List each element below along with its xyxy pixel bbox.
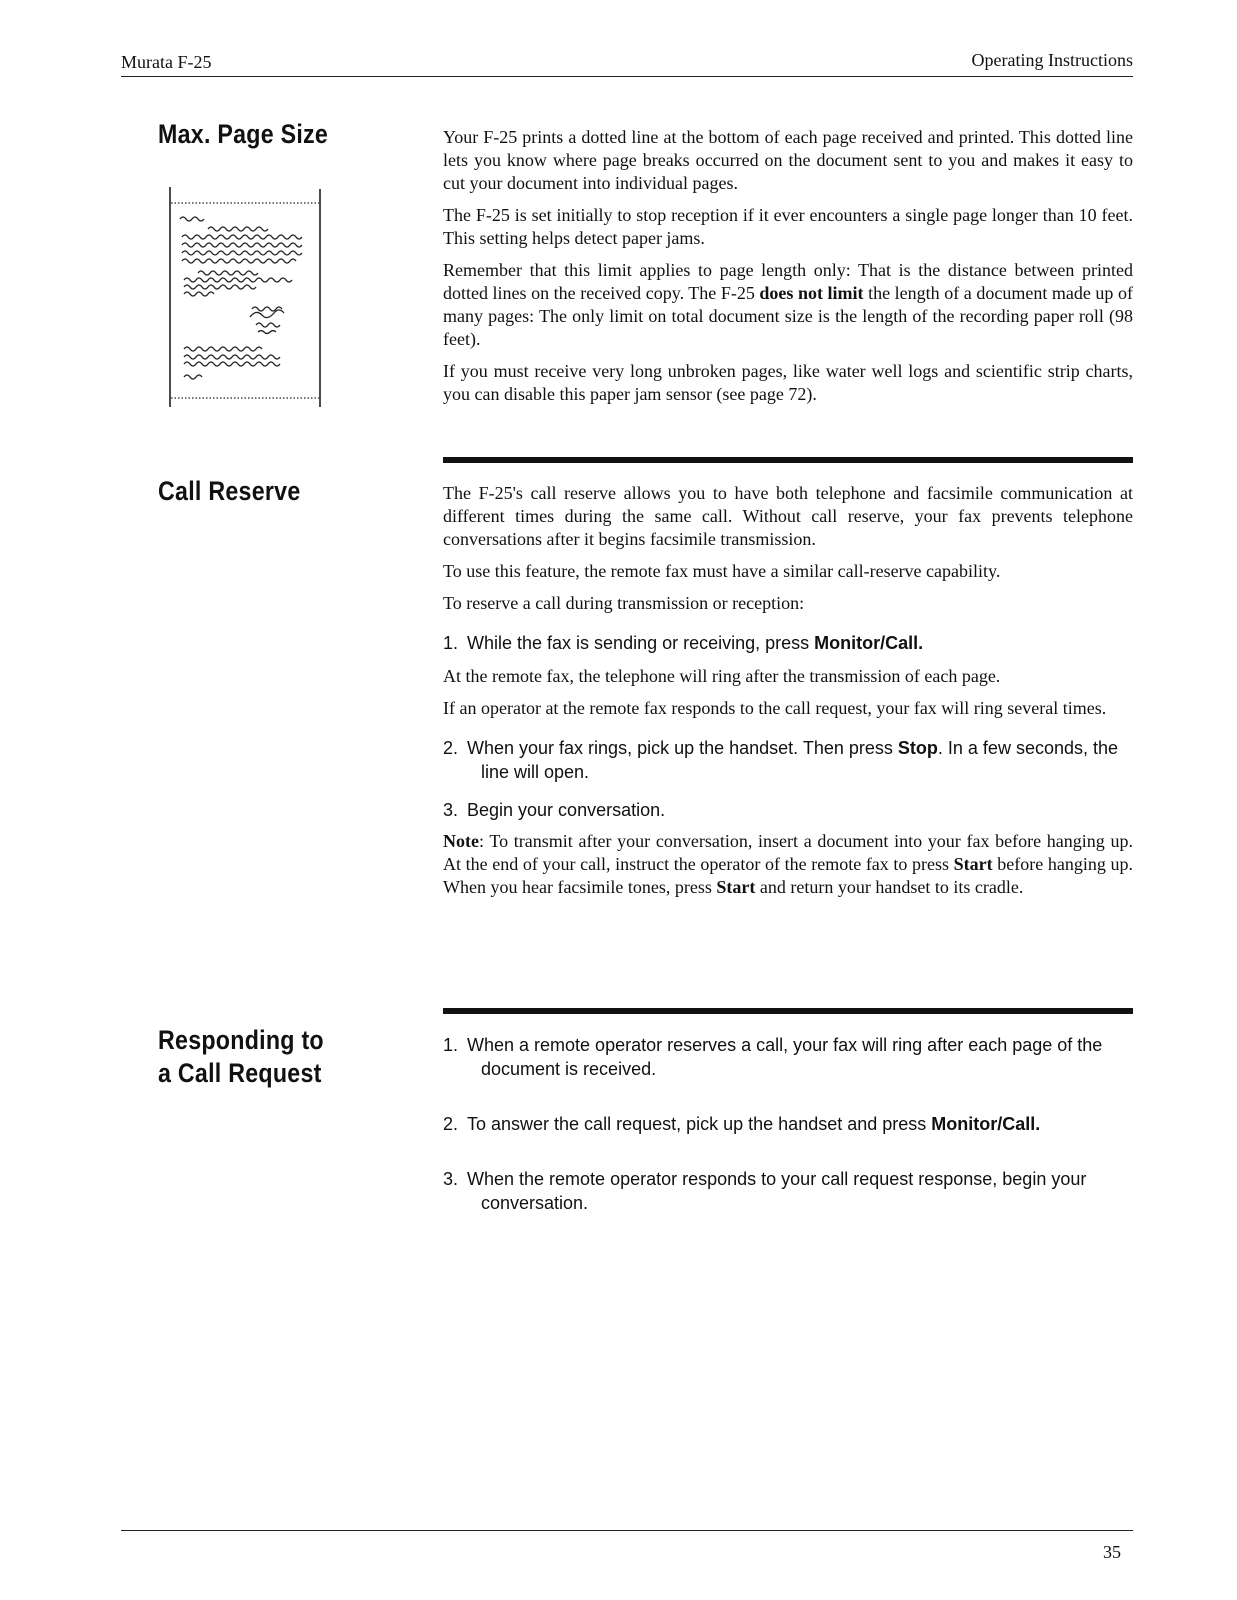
call-reserve-body	[443, 482, 1133, 908]
header-left: Murata F-25	[121, 52, 212, 72]
step-number: 2.	[443, 738, 459, 758]
step-text: . In a few seconds, the line will open.	[481, 738, 1119, 782]
responding-body	[443, 1033, 1133, 1215]
paragraph: Your F-25 prints a dotted line at the bottom of each page received and printed. This dotted line lets you know where page breaks occurred on the document sent to you and makes it easy to cut your document into individual pages.	[443, 127, 1133, 193]
bold-text: does not limit	[759, 283, 864, 303]
bold-text: Stop	[897, 738, 938, 758]
header-rule	[121, 76, 1133, 77]
step-number: 2.	[443, 1114, 459, 1134]
header-right: Operating Instructions	[971, 50, 1133, 70]
paragraph: To reserve a call during transmission or reception:	[443, 593, 805, 613]
section-title-call-reserve: Call Reserve	[158, 476, 301, 506]
paragraph: To use this feature, the remote fax must have a similar call-reserve capability.	[443, 561, 1001, 581]
step-number: 1.	[443, 1035, 459, 1055]
paragraph	[443, 259, 1133, 351]
paragraph: The F-25's call reserve allows you to have both telephone and facsimile communication at different times during the same call. Without call reserve, your fax prevents telephone conversations after it begins facsimile transmission.	[443, 483, 1133, 549]
note-label: Note	[443, 831, 479, 851]
bold-text: Monitor/Call.	[931, 1114, 1041, 1134]
bold-text: Start	[716, 877, 756, 897]
section-title-responding	[158, 1024, 324, 1090]
page-illustration	[168, 187, 323, 407]
page-number: 35	[1103, 1542, 1121, 1562]
paragraph: If you must receive very long unbroken pages, like water well logs and scientific strip charts, you can disable this paper jam sensor (see page 72).	[443, 361, 1133, 404]
step-number: 3.	[443, 1169, 459, 1189]
step-item	[443, 736, 1133, 784]
text-run: and return your handset to its cradle.	[755, 877, 1024, 897]
step-text: While the fax is sending or receiving, press	[467, 633, 815, 653]
step-text: Begin your conversation.	[467, 800, 666, 820]
text-run: before hanging up. When you hear facsimile tones, press	[443, 854, 1133, 897]
step-text: To answer the call request, pick up the handset and press	[467, 1114, 932, 1134]
section-rule	[443, 1008, 1133, 1014]
text-run: the length of a document made up of many pages: The only limit on total document size is the length of the recording paper roll (98 feet).	[443, 283, 1133, 349]
step-item	[443, 1033, 1133, 1081]
step-item	[443, 631, 1133, 655]
bold-text: Start	[953, 854, 993, 874]
step-item	[443, 798, 1133, 822]
paragraph: At the remote fax, the telephone will ring after the transmission of each page.	[443, 666, 1001, 686]
step-number: 1.	[443, 633, 459, 653]
step-item	[443, 1167, 1133, 1215]
title-line: Responding to	[158, 1025, 324, 1055]
step-text: When a remote operator reserves a call, your fax will ring after each page of the document is received.	[467, 1035, 1103, 1079]
step-item	[443, 1112, 1133, 1136]
step-text: When the remote operator responds to your call request response, begin your conversation.	[467, 1169, 1087, 1213]
note-paragraph	[443, 830, 1133, 899]
paragraph: The F-25 is set initially to stop reception if it ever encounters a single page longer than 10 feet. This setting helps detect paper jams.	[443, 205, 1133, 248]
max-page-size-body	[443, 126, 1133, 415]
section-title-max-page-size: Max. Page Size	[158, 119, 329, 149]
text-run: : To transmit after your conversation, insert a document into your fax before hanging up. At the end of your call, instruct the operator of the remote fax to press	[443, 831, 1133, 874]
section-rule	[443, 457, 1133, 463]
paragraph: If an operator at the remote fax responds to the call request, your fax will ring several times.	[443, 698, 1107, 718]
step-number: 3.	[443, 800, 459, 820]
title-line: a Call Request	[158, 1058, 322, 1088]
bold-text: Monitor/Call.	[814, 633, 924, 653]
text-run: Remember that this limit applies to page length only: That is the distance between printed dotted lines on the received copy. The F-25	[443, 260, 1133, 303]
step-text: When your fax rings, pick up the handset. Then press	[467, 738, 898, 758]
footer-rule	[121, 1530, 1133, 1531]
